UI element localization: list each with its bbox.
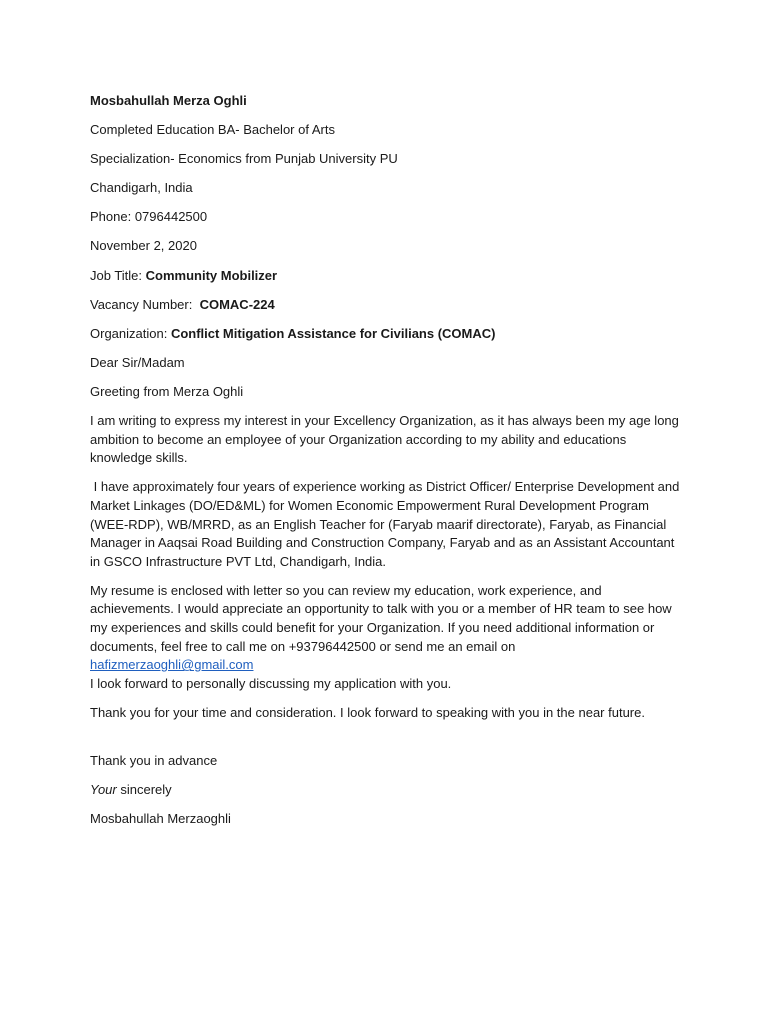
organization-line (90, 325, 680, 344)
blank-line (90, 733, 680, 752)
resume-text: My resume is enclosed with letter so you can review my education, work experience, and achievements. I would appreciate an opportunity to talk with you or a member of HR team to see how my experiences and skills could benefit for your Organization. If you need additional information or documents, feel free to call me on +93796442500 or send me an email on (90, 582, 672, 654)
greeting: Greeting from Merza Oghli (90, 383, 244, 399)
phone-line: Phone: 0796442500 (90, 209, 208, 225)
organization-label: Organization: (90, 325, 171, 341)
job-title-value: Community Mobilizer (145, 267, 278, 283)
body-paragraph-thanks: Thank you for your time and consideration. I look forward to speaking with you in the near future. (90, 704, 645, 720)
signature-name: Mosbahullah Merzaoghli (90, 811, 231, 827)
organization-value: Conflict Mitigation Assistance for Civilians (COMAC) (170, 325, 496, 341)
closing-thanks: Thank you in advance (90, 752, 218, 768)
specialization-line: Specialization- Economics from Punjab University PU (90, 151, 398, 167)
job-title-line (90, 267, 680, 286)
closing-sincerely (90, 781, 680, 800)
vacancy-value: COMAC-224 (199, 296, 275, 312)
cover-letter (90, 92, 683, 839)
salutation: Dear Sir/Madam (90, 354, 185, 370)
closing-sincerely-word: sincerely (116, 782, 172, 798)
email-link[interactable]: hafizmerzaoghli@gmail.com (90, 657, 254, 673)
sender-name: Mosbahullah Merza Oghli (90, 93, 247, 108)
body-paragraph-experience: I have approximately four years of experience working as District Officer/ Enterprise Development and Market Linkages (DO/ED&ML) for Women Economic Empowerment Rural Development Program (WEE-RDP), WB/MRRD, as an English Teacher for (Faryab maarif directorate), Faryab, as Financial Manager in Aaqsai Road Building and Construction Company, Faryab and as an Assistant Accountant in GSCO Infrastructure PVT Ltd, Chandigarh, India. (90, 479, 683, 569)
discussion-text: I look forward to personally discussing my application with you. (90, 675, 452, 691)
vacancy-line (90, 296, 680, 315)
location-line: Chandigarh, India (90, 180, 193, 196)
date-line: November 2, 2020 (90, 238, 197, 254)
job-title-label: Job Title: (90, 267, 146, 283)
vacancy-label: Vacancy Number: (90, 296, 200, 312)
body-paragraph-interest: I am writing to express my interest in your Excellency Organization, as it has always been my age long ambition to become an employee of your Organization according to my ability and educations knowledge skills. (90, 413, 679, 466)
closing-your: Your (90, 782, 117, 798)
education-line: Completed Education BA- Bachelor of Arts (90, 122, 335, 138)
body-paragraph-resume (90, 582, 680, 694)
